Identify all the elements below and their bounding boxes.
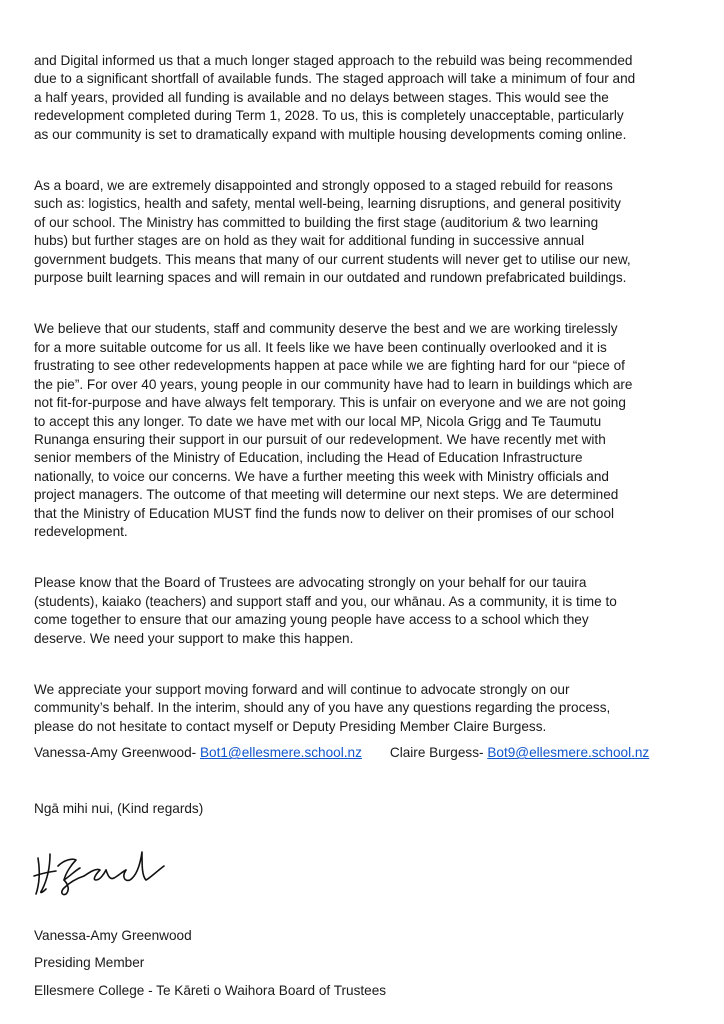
- signer-role: Presiding Member: [34, 955, 145, 971]
- contact-name-burgess: Claire Burgess-: [389, 745, 488, 761]
- contact-name-greenwood: Vanessa-Amy Greenwood-: [34, 745, 200, 761]
- closing-greeting: Ngā mihi nui, (Kind regards): [34, 800, 204, 816]
- signer-organization: Ellesmere College - Te Kāreti o Waihora Board of Trustees: [34, 982, 387, 998]
- email-link-bot1[interactable]: Bot1@ellesmere.school.nz: [199, 745, 362, 761]
- paragraph-community-deserves-best: We believe that our students, staff and community deserve the best and we are working tirelessly for a more suitable outcome for us all. It feels like we have been continually overlooked and it is frustrating to see other redevelopments happen at pace while we are fighting hard for our “piece of the pie”. For over 40 years, young people in our community have had to learn in buildings which are not fit-for-purpose and have always felt temporary. This is unfair on everyone and we are not going to accept this any longer. To date we have met with our local MP, Nicola Grigg and Te Taumutu Runanga ensuring their support in our pursuit of our redevelopment. We have recently met with senior members of the Ministry of Education, including the Head of Education Infrastructure nationally, to voice our concerns. We have a further meeting this week with Ministry officials and project managers. The outcome of that meeting will determine our next steps. We are determined that the Ministry of Education MUST find the funds now to deliver on their promises of our school redevelopment.: [34, 321, 633, 539]
- paragraph-board-advocating: Please know that the Board of Trustees are advocating strongly on your behalf for our tauira (students), kaiako (teachers) and support staff and you, our whānau. As a community, it is time to come together to ensure that our amazing young people have access to a school which they deserve. We need your support to make this happen.: [34, 575, 617, 646]
- email-link-bot9[interactable]: Bot9@ellesmere.school.nz: [487, 745, 650, 761]
- signer-name: Vanessa-Amy Greenwood: [34, 928, 192, 943]
- contact-line: [34, 744, 694, 762]
- paragraph-board-opposition: As a board, we are extremely disappointed and strongly opposed to a staged rebuild for reasons such as: logistics, health and safety, mental well-being, learning disruptions, and general positivity of our school. The Ministry has committed to building the first stage (auditorium & two learning hubs) but further stages are on hold as they wait for additional funding in successive annual government budgets. This means that many of our current students will never get to utilise our new, purpose built learning spaces and will remain in our outdated and rundown prefabricated buildings.: [34, 178, 631, 286]
- letter-body: [34, 52, 694, 818]
- handwritten-signature: [30, 846, 170, 898]
- paragraph-appreciation: We appreciate your support moving forward and will continue to advocate strongly on our community’s behalf. In the interim, should any of you have any questions regarding the process, please do not hesitate to contact myself or Deputy Presiding Member Claire Burgess.: [34, 681, 611, 734]
- signature-block: [34, 927, 386, 1009]
- paragraph-funding-shortfall: and Digital informed us that a much longer staged approach to the rebuild was being recommended due to a significant shortfall of available funds. The staged approach will take a minimum of four and a half years, provided all funding is available and no delays between stages. This would see the redevelopment completed during Term 1, 2028. To us, this is completely unacceptable, particularly as our community is set to dramatically expand with multiple housing developments coming online.: [34, 53, 636, 142]
